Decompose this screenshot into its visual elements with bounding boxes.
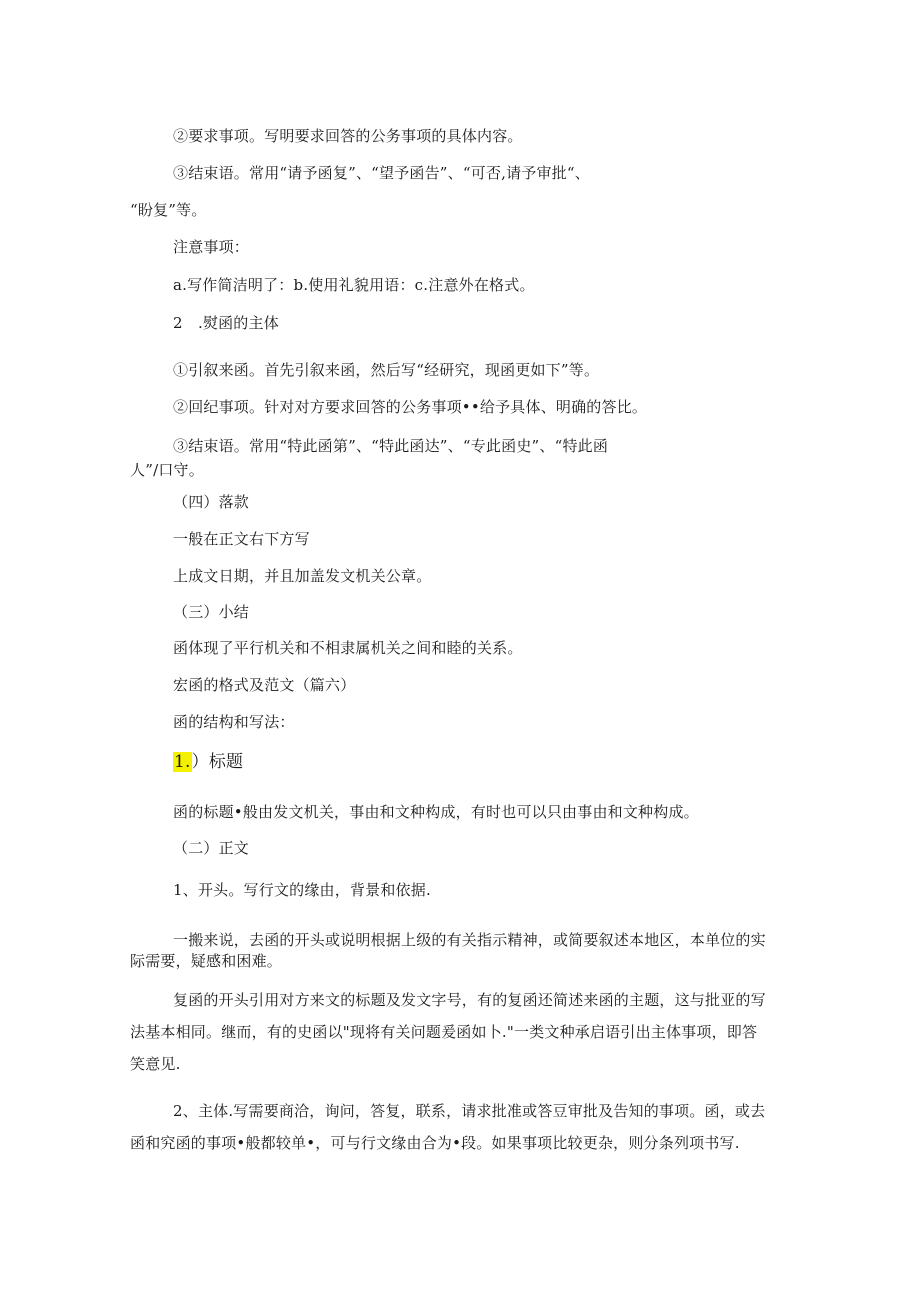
text-line: 1、开头。写行文的缘由，背景和依据. — [173, 881, 431, 899]
text-line: ②要求事项。写明要求回答的公务事项的具体内容。 — [173, 127, 523, 145]
text-line: 一搬来说，去函的开头或说明根据上级的有关指示精神，或简要叙述本地区，本单位的实 — [173, 931, 766, 949]
text-line: 一般在正文右下方写 — [173, 530, 310, 548]
text-line: 笑意见. — [130, 1055, 181, 1073]
text-line: 函和究函的事项•般都较单•，可与行文缘由合为•段。如果事项比较更杂，则分条列项书写. — [130, 1134, 740, 1152]
text-line: ③结束语。常用“特此函第”、“特此函达”、“专此函史”、“特此函 — [173, 437, 609, 455]
text-line: 法基本相同。继而，有的史函以"现将有关问题爰函如卜."一类文种承启语引出主体事项，即答 — [130, 1023, 758, 1041]
highlighted-number: 1. — [174, 752, 191, 772]
text-line: 函体现了平行机关和不相隶属机关之间和睦的关系。 — [173, 639, 523, 657]
text-line: 人”/口守。 — [130, 461, 204, 479]
text-line: 注意事项： — [173, 238, 250, 256]
article-title: 宏函的格式及范文（篇六） — [173, 676, 356, 694]
text-line: “盼复”等。 — [130, 201, 207, 219]
text-line: 复函的开头引用对方来文的标题及发文字号，有的复函还简述来函的主题，这与批亚的写 — [173, 991, 766, 1009]
section-heading — [173, 752, 243, 772]
section-heading: 2 .熨函的主体 — [173, 314, 279, 332]
text-line: ③结束语。常用“请予函复”、“望予函告”、“可否,请予审批“、 — [173, 164, 590, 182]
text-line: 函的标题•般由发文机关，事由和文种构成，有时也可以只由事由和文种构成。 — [173, 803, 699, 821]
section-heading: （四）落款 — [173, 493, 250, 511]
text-line: ①引叙来函。首先引叙来函，然后写“经研究，现函更如下”等。 — [173, 361, 600, 379]
section-heading: （二）正文 — [173, 839, 250, 857]
text-line: 函的结构和写法： — [173, 713, 295, 731]
text-line: 际需要，疑感和困难。 — [130, 952, 283, 970]
heading-label: ）标题 — [191, 752, 244, 772]
text-line: 上成文日期，并且加盖发文机关公章。 — [173, 567, 432, 585]
section-heading: （三）小结 — [173, 603, 250, 621]
text-line: a.写作简洁明了：b.使用礼貌用语：c.注意外在格式。 — [173, 276, 535, 294]
text-line: 2、主体.写需要商洽，询问，答复，联系，请求批准或答豆审批及告知的事项。函，或去 — [173, 1102, 766, 1120]
text-line: ②回纪事项。针对对方要求回答的公务事项••给予具体、明确的答比。 — [173, 398, 648, 416]
